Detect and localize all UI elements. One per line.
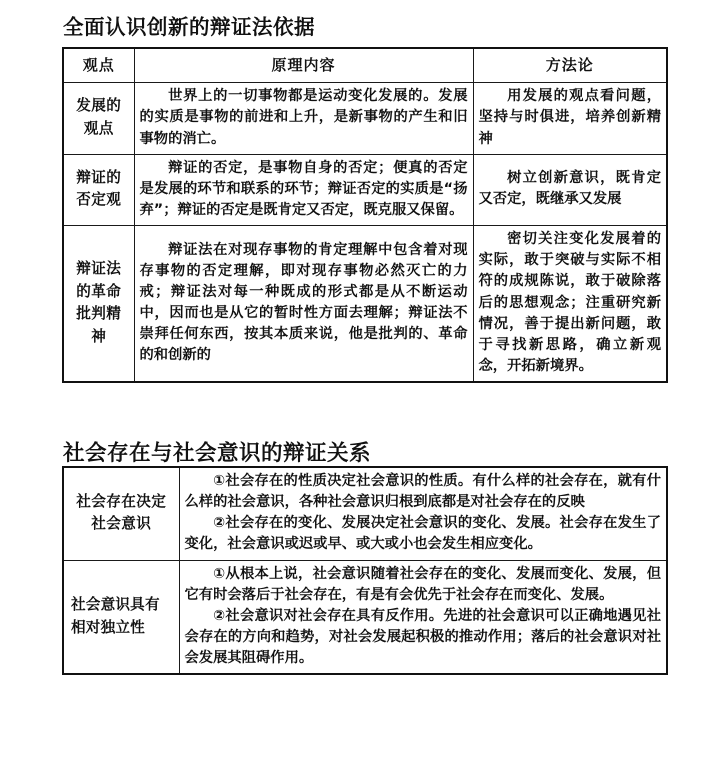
table-row <box>63 154 667 225</box>
principle-text: 辩证法在对现存事物的肯定理解中包含着对现存事物的否定理解，即对现存事物必然灭亡的力戒；辩证法对每一种既成的形式都是从不断运动中，因而也是从它的暂时性方面去理解；辩证法不崇拜任何东西，按其本质来说，他是批判的、革命的和创新的 <box>139 241 468 364</box>
point-text: ①社会存在的性质决定社会意识的性质。有什么样的社会存在，就有什么样的社会意识，各种社会意识归根到底都是对社会存在的反映 <box>184 473 661 511</box>
cell-row-content <box>179 467 667 560</box>
section-heading-dialectics: 全面认识创新的辩证法依据 <box>63 15 315 39</box>
principle-text: 世界上的一切事物都是运动变化发展的。发展的实质是事物的前进和上升，是新事物的产生和旧事物的消亡。 <box>139 88 468 147</box>
cell-principle <box>134 154 473 225</box>
column-header-methodology: 方法论 <box>473 48 667 83</box>
cell-principle <box>134 83 473 154</box>
cell-viewpoint: 辩证的否定观 <box>63 154 134 225</box>
methodology-text: 用发展的观点看问题，坚持与时俱进，培养创新精神 <box>478 88 661 147</box>
cell-principle <box>134 226 473 383</box>
cell-viewpoint: 发展的观点 <box>63 83 134 154</box>
point-text: ②社会意识对社会存在具有反作用。先进的社会意识可以正确地遇见社会存在的方向和趋势，对社会发展起积极的推动作用；落后的社会意识对社会发展其阻碍作用。 <box>184 607 661 667</box>
cell-row-label: 社会存在决定社会意识 <box>63 467 179 560</box>
cell-row-label: 社会意识具有相对独立性 <box>63 560 179 674</box>
cell-methodology <box>473 83 667 154</box>
table-row <box>63 560 667 674</box>
methodology-text: 密切关注变化发展着的实际，敢于突破与实际不相符的成规陈说，敢于破除落后的思想观念；注重研究新情况，善于提出新问题，敢于寻找新思路，确立新观念，开拓新境界。 <box>478 231 661 375</box>
point-text: ①从根本上说，社会意识随着社会存在的变化、发展而变化、发展，但它有时会落后于社会存在，有是有会优先于社会存在而变化、发展。 <box>184 565 661 603</box>
table-row <box>63 83 667 154</box>
methodology-text: 树立创新意识，既肯定又否定，既继承又发展 <box>478 170 661 208</box>
cell-viewpoint: 辩证法的革命批判精神 <box>63 226 134 383</box>
table-dialectics-of-innovation <box>62 47 668 383</box>
section-heading-social-existence: 社会存在与社会意识的辩证关系 <box>63 441 372 466</box>
table-row <box>63 226 667 383</box>
column-header-principle: 原理内容 <box>134 48 473 83</box>
point-text: ②社会存在的变化、发展决定社会意识的变化、发展。社会存在发生了变化，社会意识或迟或早、或大或小也会发生相应变化。 <box>184 515 661 553</box>
table-social-existence-consciousness <box>62 466 668 675</box>
table-row <box>63 467 667 560</box>
column-header-viewpoint: 观点 <box>63 48 134 83</box>
cell-row-content <box>179 560 667 674</box>
cell-methodology <box>473 226 667 383</box>
cell-methodology <box>473 154 667 225</box>
principle-text: 辩证的否定，是事物自身的否定；便真的否定是发展的环节和联系的环节；辩证否定的实质是“扬弃”；辩证的否定是既肯定又否定，既克服又保留。 <box>139 159 468 218</box>
table-header-row <box>63 48 667 83</box>
